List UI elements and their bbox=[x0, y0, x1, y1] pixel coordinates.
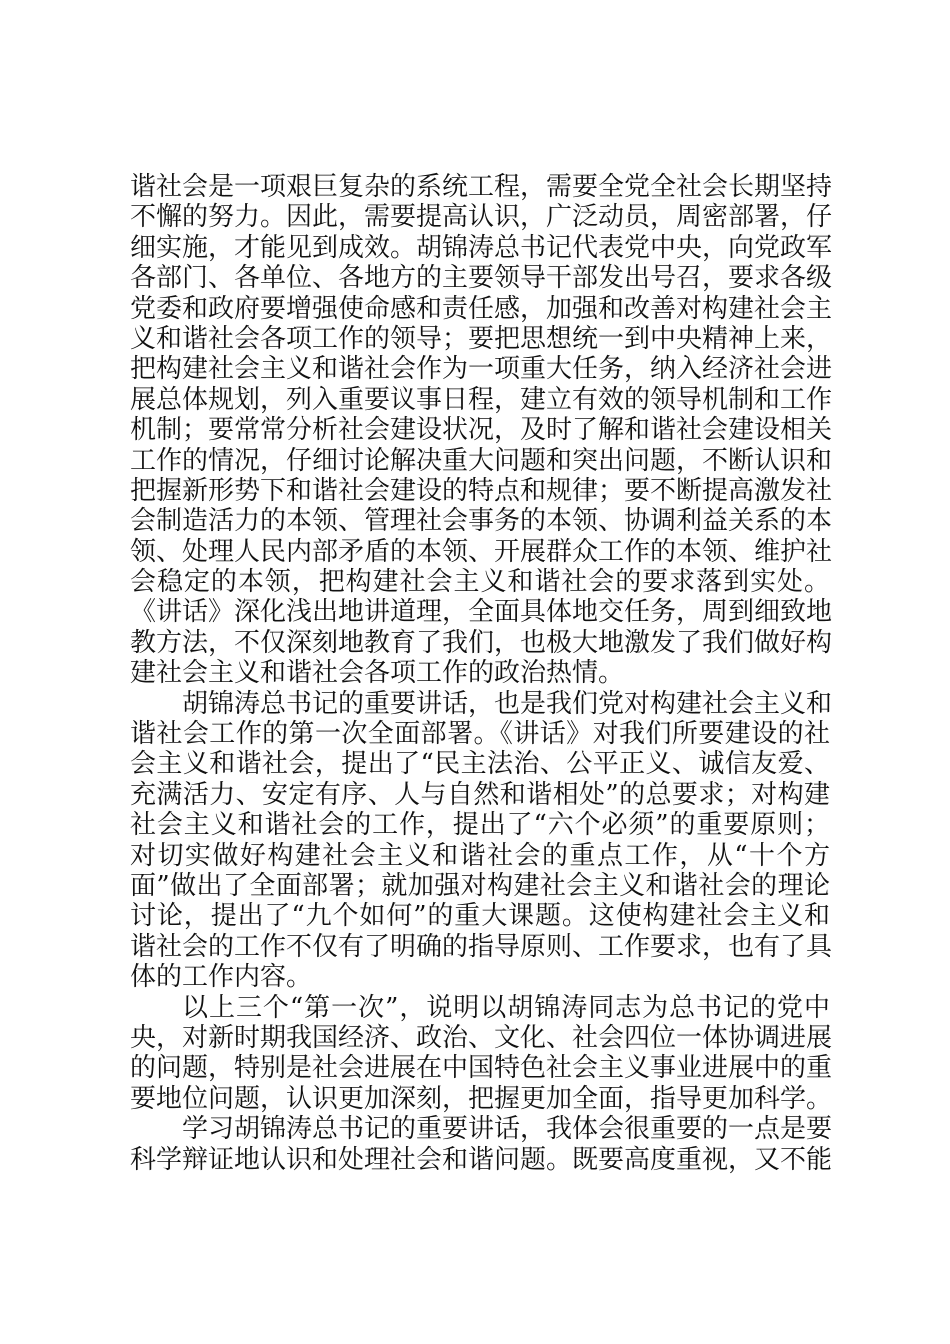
text-line: 会稳定的本领，把构建社会主义和谐社会的要求落到实处。 bbox=[130, 567, 830, 598]
paragraph-first-line: 学习胡锦涛总书记的重要讲话，我体会很重要的一点是要 bbox=[182, 1114, 833, 1145]
text-line: 的问题，特别是社会进展在中国特色社会主义事业进展中的重 bbox=[130, 1053, 833, 1084]
text-line: 充满活力、安定有序、人与自然和谐相处”的总要求；对构建 bbox=[130, 779, 830, 810]
text-line: 体的工作内容。 bbox=[130, 962, 313, 993]
text-line: 义和谐社会各项工作的领导；要把思想统一到中央精神上来， bbox=[130, 323, 833, 354]
text-line: 党委和政府要增强使命感和责任感，加强和改善对构建社会主 bbox=[130, 293, 833, 324]
paragraph-first-line: 以上三个“第一次”，说明以胡锦涛同志为总书记的党中 bbox=[182, 992, 830, 1023]
text-line: 谐社会的工作不仅有了明确的指导原则、工作要求，也有了具 bbox=[130, 931, 833, 962]
text-line: 把握新形势下和谐社会建设的特点和规律；要不断提高激发社 bbox=[130, 475, 833, 506]
text-line: 谐社会工作的第一次全面部署。《讲话》对我们所要建设的社 bbox=[130, 719, 830, 750]
text-line: 谐社会是一项艰巨复杂的系统工程，需要全党全社会长期坚持 bbox=[130, 172, 833, 202]
text-line: 科学辩证地认识和处理社会和谐问题。既要高度重视，又不能 bbox=[130, 1144, 833, 1175]
text-line: 领、处理人民内部矛盾的本领、开展群众工作的本领、维护社 bbox=[130, 536, 833, 567]
text-line: 工作的情况，仔细讨论解决重大问题和突出问题，不断认识和 bbox=[130, 445, 833, 476]
text-line: 会制造活力的本领、管理社会事务的本领、协调利益关系的本 bbox=[130, 506, 833, 537]
text-line: 对切实做好构建社会主义和谐社会的重点工作，从“十个方 bbox=[130, 840, 830, 871]
body-text bbox=[130, 172, 833, 1175]
text-line: 细实施，才能见到成效。胡锦涛总书记代表党中央，向党政军 bbox=[130, 232, 833, 263]
text-line: 社会主义和谐社会的工作，提出了“六个必须”的重要原则； bbox=[130, 810, 830, 841]
text-line: 把构建社会主义和谐社会作为一项重大任务，纳入经济社会进 bbox=[130, 354, 833, 385]
text-line: 教方法，不仅深刻地教育了我们，也极大地激发了我们做好构 bbox=[130, 627, 833, 658]
text-line: 展总体规划，列入重要议事日程，建立有效的领导机制和工作 bbox=[130, 384, 833, 415]
text-line: 会主义和谐社会，提出了“民主法治、公平正义、诚信友爱、 bbox=[130, 749, 830, 780]
text-line: 面”做出了全面部署；就加强对构建社会主义和谐社会的理论 bbox=[130, 870, 830, 901]
text-line: 建社会主义和谐社会各项工作的政治热情。 bbox=[130, 658, 625, 689]
text-line: 《讲话》深化浅出地讲道理，全面具体地交任务，周到细致地 bbox=[130, 597, 833, 628]
text-line: 央，对新时期我国经济、政治、文化、社会四位一体协调进展 bbox=[130, 1022, 833, 1053]
text-line: 讨论，提出了“九个如何”的重大课题。这使构建社会主义和 bbox=[130, 901, 830, 932]
text-line: 不懈的努力。因此，需要提高认识，广泛动员，周密部署，仔 bbox=[130, 202, 833, 233]
text-line: 要地位问题，认识更加深刻，把握更加全面，指导更加科学。 bbox=[130, 1083, 833, 1114]
paragraph-first-line: 胡锦涛总书记的重要讲话，也是我们党对构建社会主义和 bbox=[182, 688, 833, 719]
text-line: 机制；要常常分析社会建设状况，及时了解和谐社会建设相关 bbox=[130, 415, 833, 446]
text-line: 各部门、各单位、各地方的主要领导干部发出号召，要求各级 bbox=[130, 263, 833, 294]
